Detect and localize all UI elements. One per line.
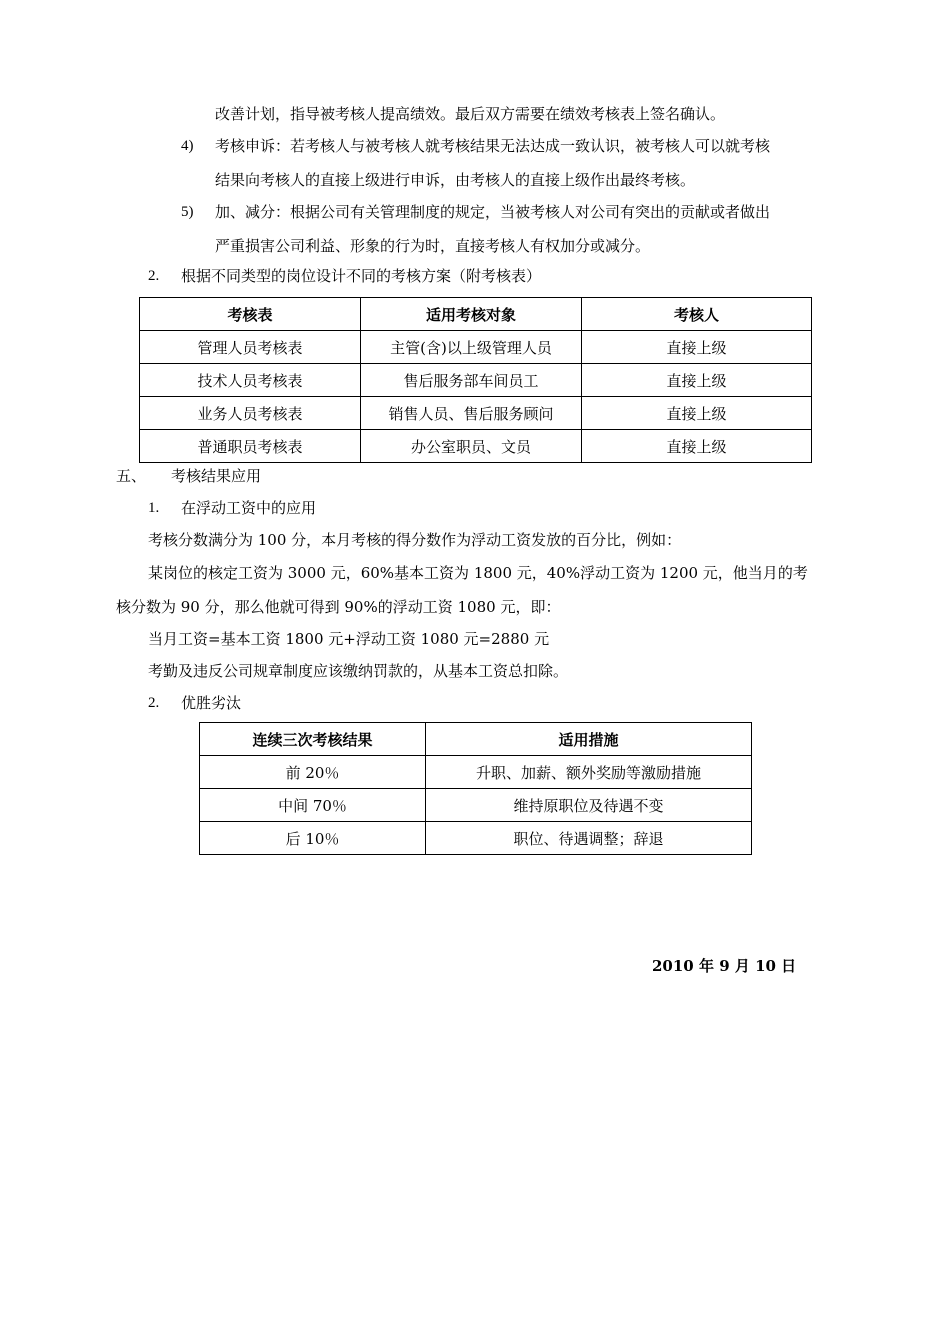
table-cell: 业务人员考核表 bbox=[140, 397, 361, 430]
item-4-line-2: 结果向考核人的直接上级进行申诉，由考核人的直接上级作出最终考核。 bbox=[215, 171, 696, 189]
table-cell: 销售人员、售后服务顾问 bbox=[361, 397, 582, 430]
section-5-title: 考核结果应用 bbox=[171, 467, 262, 485]
item-5-line-2: 严重损害公司利益、形象的行为时，直接考核人有权加分或减分。 bbox=[215, 237, 651, 255]
table-header-row bbox=[140, 298, 812, 331]
table-cell: 技术人员考核表 bbox=[140, 364, 361, 397]
table-row bbox=[140, 397, 812, 430]
table-cell: 直接上级 bbox=[582, 364, 812, 397]
table-cell: 直接上级 bbox=[582, 430, 812, 463]
item-5-number: 5) bbox=[181, 204, 194, 220]
assessment-table bbox=[139, 297, 812, 463]
item-5-line-1: 加、减分：根据公司有关管理制度的规定，当被考核人对公司有突出的贡献或者做出 bbox=[215, 203, 771, 221]
table-row bbox=[200, 822, 752, 855]
item-4-line-1: 考核申诉：若考核人与被考核人就考核结果无法达成一致认识，被考核人可以就考核 bbox=[215, 137, 771, 155]
table-cell: 职位、待遇调整；辞退 bbox=[426, 822, 752, 855]
table-row bbox=[200, 756, 752, 789]
table-cell: 普通职员考核表 bbox=[140, 430, 361, 463]
table-header-cell: 连续三次考核结果 bbox=[200, 723, 426, 756]
table-row bbox=[200, 789, 752, 822]
table-cell: 前 20％ bbox=[200, 756, 426, 789]
paragraph-continued: 改善计划，指导被考核人提高绩效。最后双方需要在绩效考核表上签名确认。 bbox=[215, 105, 726, 123]
paragraph-1: 考核分数满分为 100 分，本月考核的得分数作为浮动工资发放的百分比，例如： bbox=[148, 531, 682, 549]
table-row bbox=[140, 331, 812, 364]
table-cell: 维持原职位及待遇不变 bbox=[426, 789, 752, 822]
table-header-cell: 适用考核对象 bbox=[361, 298, 582, 331]
table-header-cell: 适用措施 bbox=[426, 723, 752, 756]
sub-2-number: 2. bbox=[148, 695, 160, 711]
table-header-cell: 考核表 bbox=[140, 298, 361, 331]
item-4-number: 4) bbox=[181, 138, 194, 154]
table-cell: 中间 70％ bbox=[200, 789, 426, 822]
paragraph-3: 当月工资=基本工资 1800 元+浮动工资 1080 元=2880 元 bbox=[148, 630, 550, 648]
table-cell: 升职、加薪、额外奖励等激励措施 bbox=[426, 756, 752, 789]
table-header-row bbox=[200, 723, 752, 756]
table-header-cell: 考核人 bbox=[582, 298, 812, 331]
table-row bbox=[140, 364, 812, 397]
table-cell: 办公室职员、文员 bbox=[361, 430, 582, 463]
sub-2-text: 优胜劣汰 bbox=[181, 694, 242, 712]
point-2-text: 根据不同类型的岗位设计不同的考核方案（附考核表） bbox=[181, 267, 542, 285]
sub-1-number: 1. bbox=[148, 500, 160, 516]
paragraph-2-line-1: 某岗位的核定工资为 3000 元，60%基本工资为 1800 元，40%浮动工资为 1200 元，他当月的考 bbox=[148, 564, 808, 582]
table-cell: 后 10％ bbox=[200, 822, 426, 855]
paragraph-2-line-2: 核分数为 90 分，那么他就可得到 90%的浮动工资 1080 元，即： bbox=[116, 598, 561, 616]
sub-1-text: 在浮动工资中的应用 bbox=[181, 499, 317, 517]
section-5-number: 五、 bbox=[116, 467, 147, 485]
table-cell: 直接上级 bbox=[582, 331, 812, 364]
document-date: 2010 年 9 月 10 日 bbox=[652, 957, 797, 975]
paragraph-4: 考勤及违反公司规章制度应该缴纳罚款的，从基本工资总扣除。 bbox=[148, 662, 569, 680]
table-cell: 售后服务部车间员工 bbox=[361, 364, 582, 397]
elimination-table bbox=[199, 722, 752, 855]
table-cell: 管理人员考核表 bbox=[140, 331, 361, 364]
point-2-number: 2. bbox=[148, 268, 160, 284]
table-cell: 直接上级 bbox=[582, 397, 812, 430]
table-row bbox=[140, 430, 812, 463]
table-cell: 主管(含)以上级管理人员 bbox=[361, 331, 582, 364]
